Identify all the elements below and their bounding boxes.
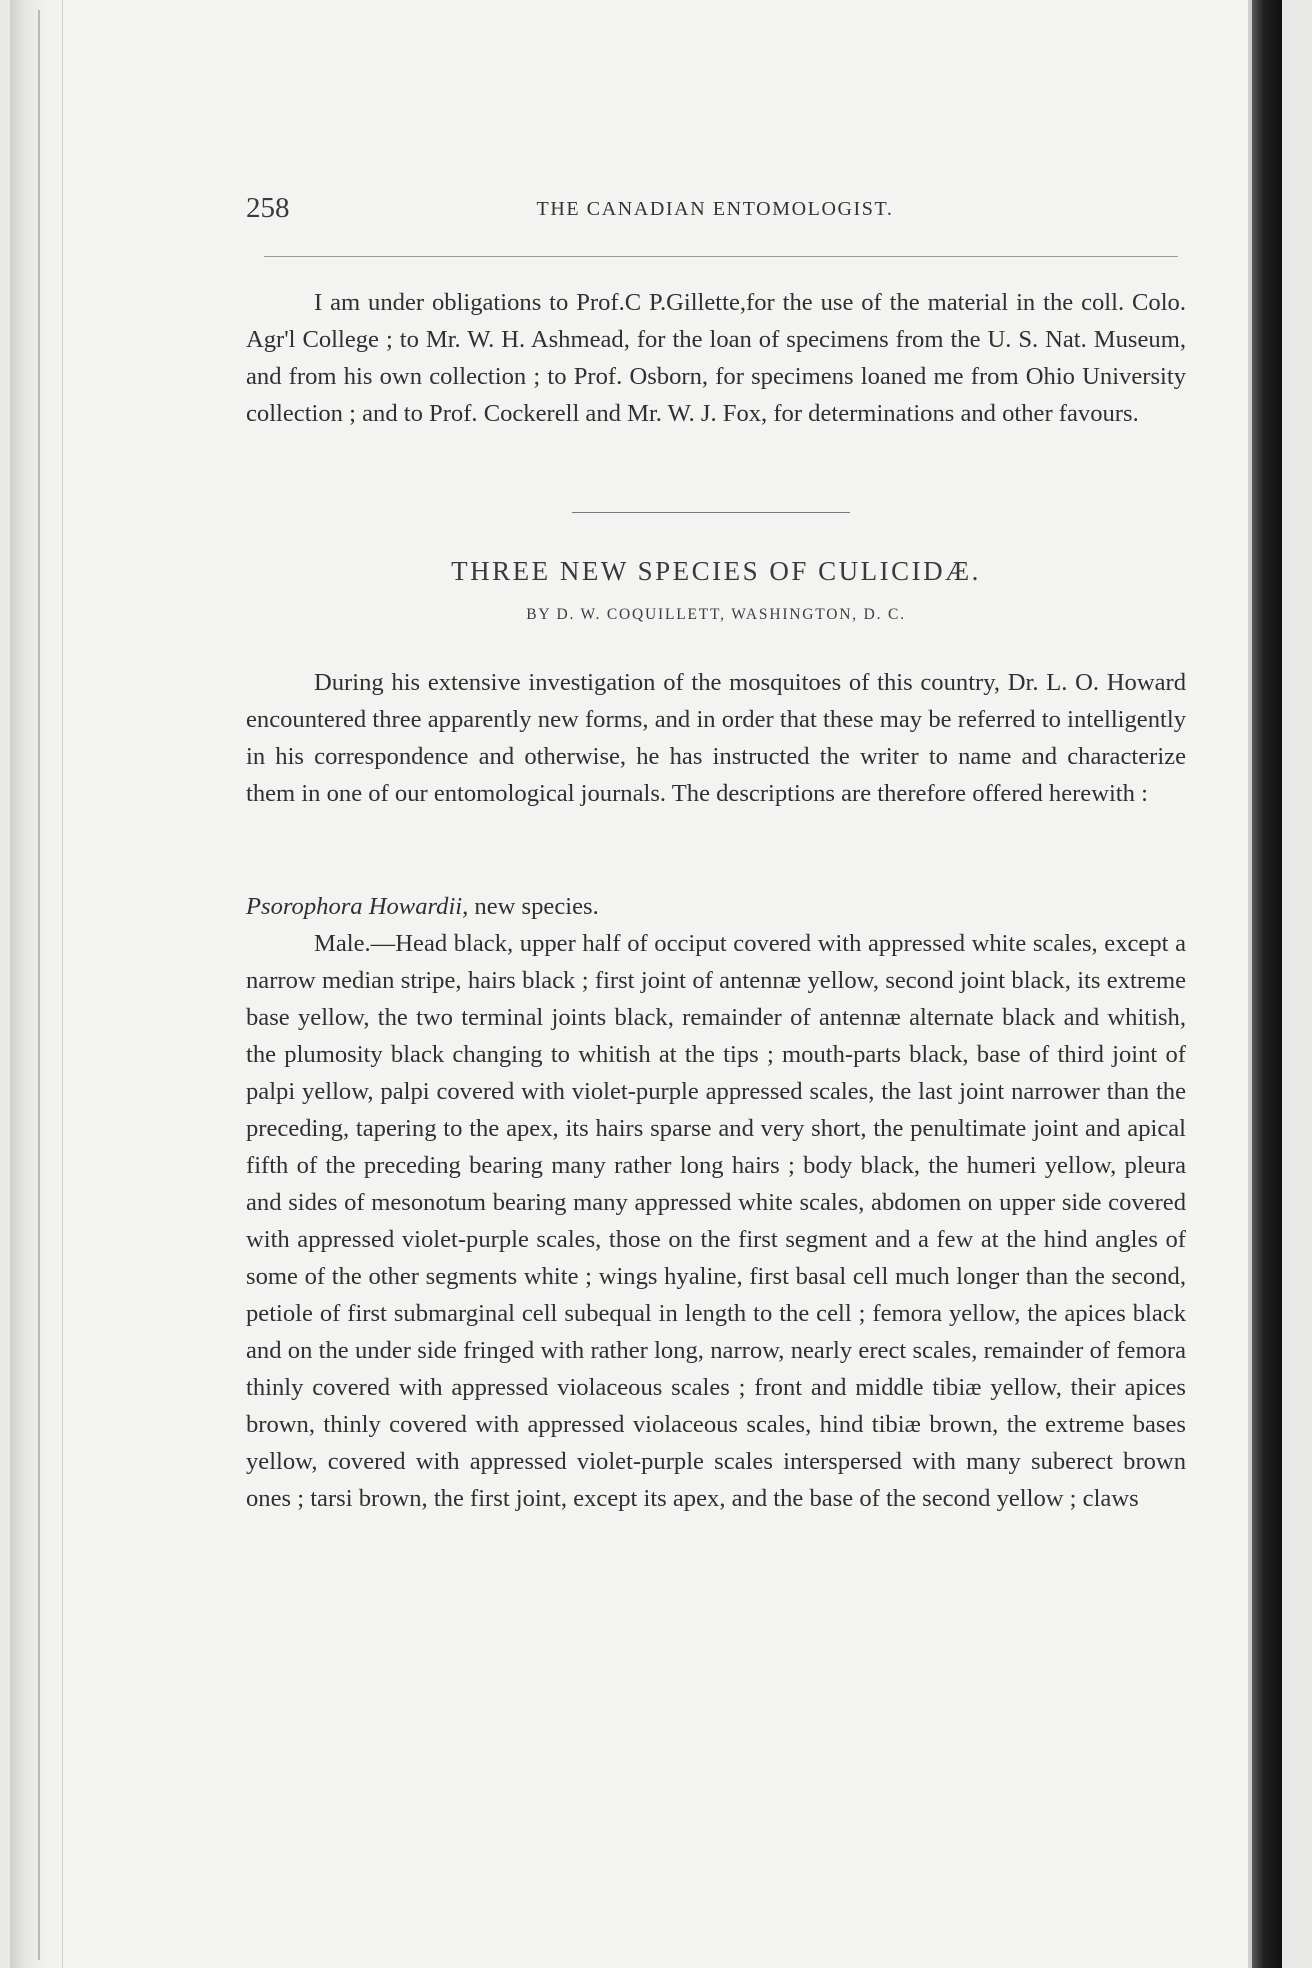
- book-page: [10, 0, 1282, 1968]
- binding-edge: [10, 0, 63, 1968]
- page-header: [246, 192, 1184, 232]
- description-paragraph: [246, 925, 1186, 1517]
- page-number: 258: [246, 192, 290, 224]
- acknowledgement-text: I am under obligations to Prof.C P.Gillette,for the use of the material in the coll. Colo. Agr'l College ; to Mr. W. H. Ashmead, for the loan of specimens from the U. S. Nat. Museum, and from his own collection ; to Prof. Osborn, for specimens loaned me from Ohio University collection ; and to Prof. Cockerell and Mr. W. J. Fox, for determinations and other favours.: [246, 289, 1186, 427]
- adjacent-cover-edge: [1252, 0, 1282, 1968]
- acknowledgement-paragraph: [246, 284, 1186, 432]
- header-rule: [264, 256, 1178, 257]
- binding-line: [38, 10, 40, 1960]
- intro-paragraph: [246, 664, 1186, 812]
- article-title: THREE NEW SPECIES OF CULICIDÆ.: [451, 556, 981, 586]
- species-note: new species.: [468, 893, 599, 920]
- species-name: Psorophora Howardii,: [246, 893, 469, 920]
- section-divider: [572, 512, 850, 513]
- intro-text: During his extensive investigation of the mosquitoes of this country, Dr. L. O. Howard encountered three apparently new forms, and in order that these may be referred to intelligently in his correspondence and otherwise, he has instructed the writer to name and characterize them in one of our entomological journals. The descriptions are therefore offered herewith :: [246, 669, 1186, 807]
- article-byline: BY D. W. COQUILLETT, WASHINGTON, D. C.: [526, 606, 906, 623]
- description-text: Male.—Head black, upper half of occiput covered with appressed white scales, except a narrow median stripe, hairs black ; first joint of antennæ yellow, second joint black, its extreme base yellow, the two terminal joints black, remainder of antennæ alternate black and whitish, the plumosity black changing to whitish at the tips ; mouth-parts black, base of third joint of palpi yellow, palpi covered with violet-purple appressed scales, the last joint narrower than the preceding, tapering to the apex, its hairs sparse and very short, the penultimate joint and apical fifth of the preceding bearing many rather long hairs ; body black, the humeri yellow, pleura and sides of mesonotum bearing many appressed white scales, abdomen on upper side covered with appressed violet-purple scales, those on the first segment and a few at the hind angles of some of the other segments white ; wings hyaline, first basal cell much longer than the second, petiole of first submarginal cell subequal in length to the cell ; femora yellow, the apices black and on the under side fringed with rather long, narrow, nearly erect scales, remainder of femora thinly covered with appressed violaceous scales ; front and middle tibiæ yellow, their apices brown, thinly covered with appressed violaceous scales, hind tibiæ brown, the extreme bases yellow, covered with appressed violet-purple scales interspersed with many suberect brown ones ; tarsi brown, the first joint, except its apex, and the base of the second yellow ; claws: [246, 930, 1186, 1512]
- species-heading: [246, 888, 1186, 925]
- running-head: THE CANADIAN ENTOMOLOGIST.: [536, 198, 894, 220]
